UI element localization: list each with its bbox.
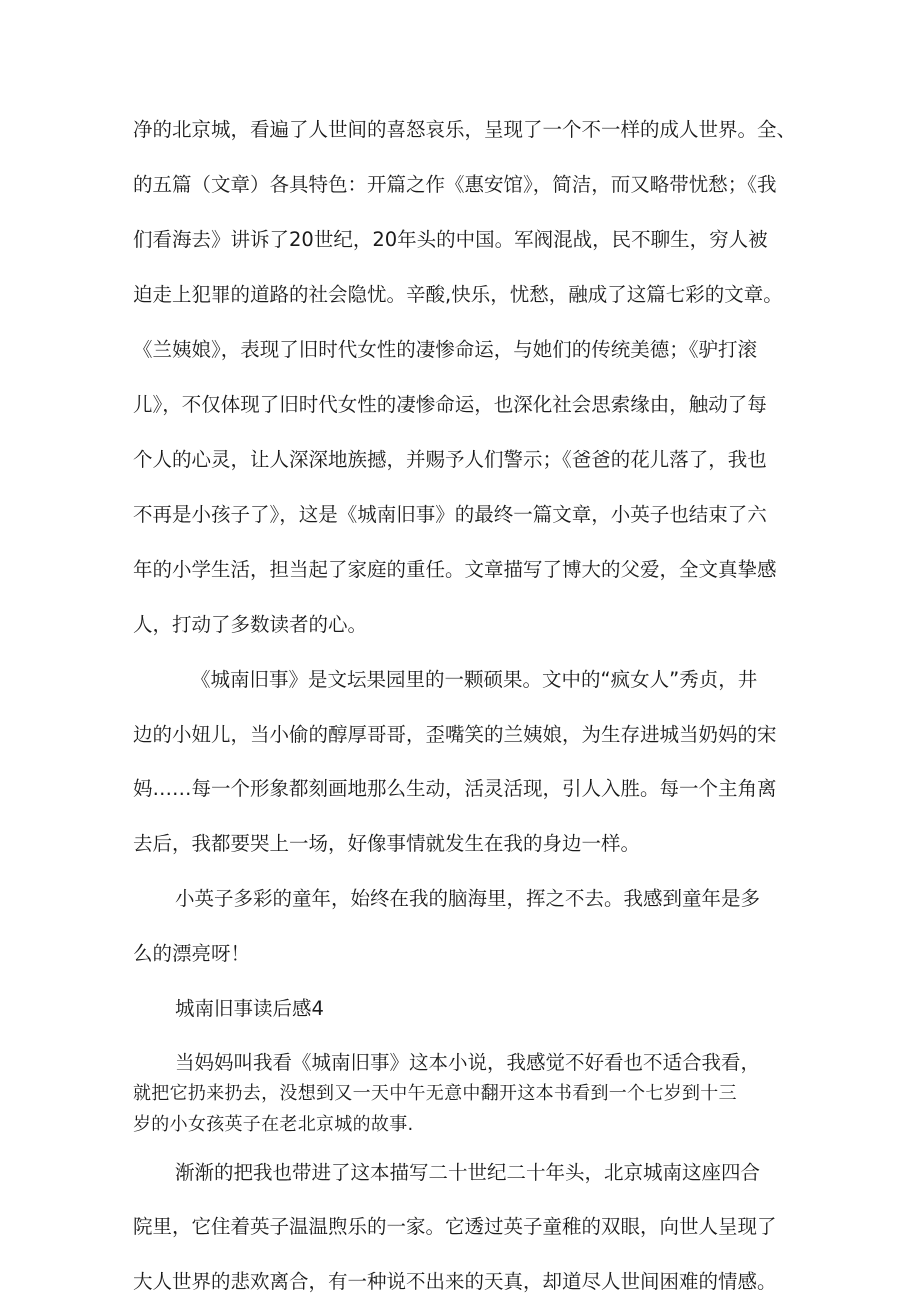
text-line: 边的小妞儿，当小偷的醇厚哥哥，歪嘴笑的兰姨娘，为生存进城当奶妈的宋 <box>133 723 777 746</box>
text-line: 年的小学生活，担当起了家庭的重任。文章描写了博大的父爱，全文真挚感 <box>133 558 777 581</box>
text-line: 迫走上犯罪的道路的社会隐忧。辛酸,快乐，忧愁，融成了这篇七彩的文章。 <box>133 283 783 306</box>
paragraph-start-line: 当妈妈叫我看《城南旧事》这本小说，我感觉不好看也不适合我看， <box>175 1051 761 1074</box>
paragraph-start-line: 《城南旧事》是文坛果园里的一颗硕果。文中的“疯女人”秀贞，井 <box>191 668 758 691</box>
paragraph-start-line: 渐渐的把我也带进了这本描写二十世纪二十年头，北京城南这座四合 <box>175 1161 761 1184</box>
text-line: 儿》，不仅体现了旧时代女性的凄惨命运，也深化社会思索缘由，触动了每 <box>133 393 767 416</box>
text-line: 的五篇（文章）各具特色：开篇之作《惠安馆》，简洁，而又略带忧愁；《我 <box>133 173 777 196</box>
text-line: 妈……每一个形象都刻画地那么生动，活灵活现，引人入胜。每一个主角离 <box>133 777 777 800</box>
text-line: 不再是小孩子了》，这是《城南旧事》的最终一篇文章，小英子也结束了六 <box>133 503 767 526</box>
text-line: 院里，它住着英子温温煦乐的一家。它透过英子童稚的双眼，向世人呈现了 <box>133 1215 777 1238</box>
text-line: 净的北京城，看遍了人世间的喜怒哀乐，呈现了一个不一样的成人世界。全、 <box>133 118 797 141</box>
text-line: 去后，我都要哭上一场，好像事情就发生在我的身边一样。 <box>133 832 641 855</box>
text-line: 《兰姨娘》，表现了旧时代女性的凄惨命运，与她们的传统美德；《驴打滚 <box>133 338 758 361</box>
text-line: 人，打动了多数读者的心。 <box>133 613 368 636</box>
text-line: 们看海去》讲诉了20世纪，20年头的中国。军阀混战，民不聊生，穷人被 <box>133 228 768 251</box>
paragraph-start-line: 小英子多彩的童年，始终在我的脑海里，挥之不去。我感到童年是多 <box>175 887 761 910</box>
text-line: 岁的小女孩英子在老北京城的故事. <box>133 1114 414 1135</box>
text-line: 大人世界的悲欢离合，有一种说不出来的天真，却道尽人世间困难的情感。 <box>133 1270 777 1293</box>
text-line: 么的漂亮呀！ <box>133 942 251 965</box>
text-line: 就把它扔来扔去，没想到又一天中午无意中翻开这本书看到一个七岁到十三 <box>133 1083 737 1104</box>
text-line: 个人的心灵，让人深深地族撼，并赐予人们警示；《爸爸的花儿落了，我也 <box>133 448 767 471</box>
section-heading: 城南旧事读后感4 <box>175 997 324 1020</box>
